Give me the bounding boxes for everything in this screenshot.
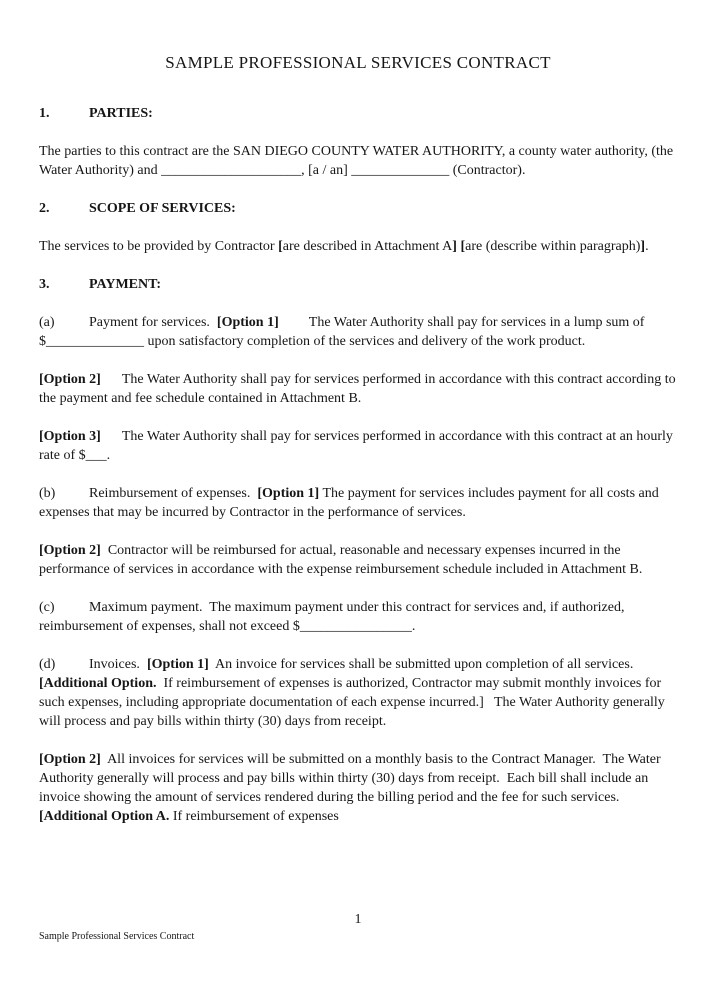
paragraph xyxy=(39,313,677,351)
text-run: The payment for services includes payment for all costs and expenses that may be incurred by Contractor in the performance of services. xyxy=(39,486,663,520)
document-blocks xyxy=(39,104,680,826)
section-heading xyxy=(39,275,677,294)
page-number: 1 xyxy=(354,912,362,927)
text-run: The Water Authority shall pay for services performed in accordance with this contract at an hourly rate of $___. xyxy=(39,429,677,463)
text-run: (d) xyxy=(39,657,56,672)
bold-run: ] xyxy=(640,239,646,254)
bold-run: [Option 1] xyxy=(146,657,209,672)
text-run: Maximum payment. The maximum payment under this contract for services and, if authorized, reimbursement of expenses, shall not exceed $________________. xyxy=(39,600,628,634)
paragraph xyxy=(39,427,677,465)
paragraph xyxy=(39,484,677,522)
bold-run: 2. xyxy=(39,201,50,216)
text-run: (c) xyxy=(39,600,55,615)
bold-run: 3. xyxy=(39,277,50,292)
text-run: are described in Attachment A xyxy=(282,239,453,254)
bold-run: [Option 2] xyxy=(39,543,101,558)
bold-run: [Option 1] xyxy=(216,315,279,330)
text-run: . xyxy=(645,239,649,254)
bold-run: [Additional Option A. xyxy=(39,809,170,824)
paragraph xyxy=(39,370,680,408)
bold-run: [Option 2] xyxy=(39,372,101,387)
bold-run: [Option 3] xyxy=(39,429,101,444)
text-run: An invoice for services shall be submitted upon completion of all services. xyxy=(208,657,641,672)
text-run: If reimbursement of expenses is authorized, Contractor may submit monthly invoices for such expenses, including appropriate documentation of each expense incurred.] The Water Authority generally will process and pay bills within thirty (30) days from receipt. xyxy=(39,676,669,729)
text-run: All invoices for services will be submitted on a monthly basis to the Contract Manager. The Water Authority generally will process and pay bills within thirty (30) days from receipt. Each bill shall include an invoice showing the amount of services rendered during the billing period and the fee for such services. xyxy=(39,752,664,805)
paragraph xyxy=(39,750,677,826)
document-title: SAMPLE PROFESSIONAL SERVICES CONTRACT xyxy=(165,53,551,72)
text-run: Invoices. xyxy=(89,657,147,672)
text-run: The parties to this contract are the SAN DIEGO COUNTY WATER AUTHORITY, a county water authority, (the Water Authority) and ____________________, [a / an] ______________ (Contractor). xyxy=(39,144,677,178)
bold-run: [Option 1] xyxy=(257,486,320,501)
text-run: The Water Authority shall pay for services in a lump sum of $______________ upon satisfactory completion of the services and delivery of the work product. xyxy=(39,315,648,349)
text-run: Contractor will be reimbursed for actual, reasonable and necessary expenses incurred in the performance of services in accordance with the expense reimbursement schedule included in Attachment B. xyxy=(39,543,643,577)
paragraph xyxy=(39,541,677,579)
bold-run: 1. xyxy=(39,106,50,121)
text-run: The Water Authority shall pay for services performed in accordance with this contract according to the payment and fee schedule contained in Attachment B. xyxy=(39,372,680,406)
bold-run: [Additional Option. xyxy=(39,676,157,691)
text-run: (b) xyxy=(39,486,56,501)
text-run: (a) xyxy=(39,315,55,330)
text-run: The services to be provided by Contractor xyxy=(39,239,279,254)
text-run: If reimbursement of expenses xyxy=(169,809,339,824)
section-heading xyxy=(39,104,677,123)
text-run: Reimbursement of expenses. xyxy=(89,486,258,501)
paragraph xyxy=(39,142,677,180)
text-run: Payment for services. xyxy=(89,315,217,330)
paragraph xyxy=(39,655,677,731)
bold-run: SCOPE OF SERVICES: xyxy=(89,201,236,216)
bold-run: [Option 2] xyxy=(39,752,101,767)
paragraph xyxy=(39,237,677,256)
footer-text: Sample Professional Services Contract xyxy=(39,931,195,942)
paragraph xyxy=(39,598,677,636)
section-heading xyxy=(39,199,677,218)
bold-run: ] xyxy=(452,239,457,254)
text-run: are (describe within paragraph) xyxy=(465,239,641,254)
bold-run: PARTIES: xyxy=(89,106,153,121)
bold-run: [ xyxy=(460,239,466,254)
bold-run: [ xyxy=(278,239,283,254)
bold-run: PAYMENT: xyxy=(89,277,162,292)
